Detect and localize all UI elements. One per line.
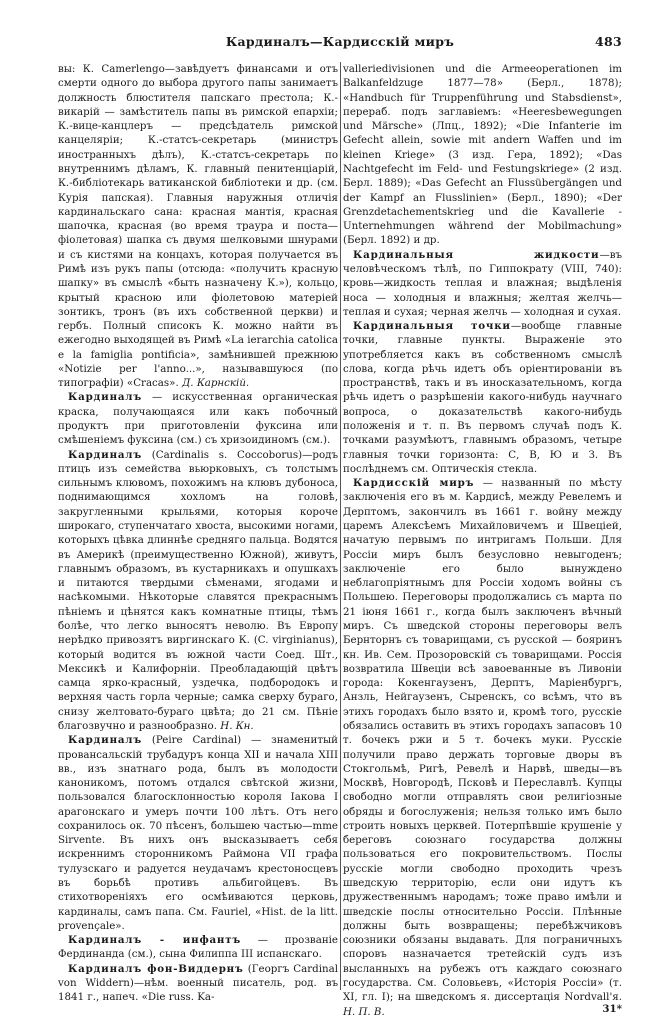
right-column — [343, 62, 622, 1019]
header-title: Кардиналъ—Кардисскій миръ — [225, 34, 455, 49]
article-cardinal-troubadour — [58, 733, 338, 933]
headword: Кардиналъ фон-Виддернъ — [68, 962, 244, 975]
headword: Кардиналъ - инфантъ — [68, 934, 242, 947]
headword: Кардисскій миръ — [353, 477, 475, 490]
article-cardinal-infante — [58, 933, 338, 962]
author-signature: Н. П. В. — [343, 1005, 385, 1018]
article-cardinal-von-widdern — [58, 962, 338, 1005]
article-text: (Cardinalis s. Coccoborus)—родъ птицъ изъ семейства вьюрковыхъ, съ толстымъ сильнымъ клювомъ, похожимъ на клювъ дубоноса, поднимающимся хохломъ на головѣ, закругленными крыльями, которыя короче широкаго, ступенчатаго хвоста, высокими ногами, которыхъ цѣвка длиннѣе средняго пальца. Водятся въ Америкѣ (преимущественно Южной), живутъ, главнымъ образомъ, въ кустарникахъ и опушкахъ и питаются твердыми сѣменами, ягодами и насѣкомыми. Нѣкоторые славятся прекраснымъ пѣніемъ и цѣнятся какъ комнатные птицы, тѣмъ болѣе, что легко выносятъ неволю. Въ Европу нерѣдко привозятъ виргинскаго К. (C. virginianus), который водится въ южной части Соед. Шт., Мексикѣ и Калифорніи. Преобладающій цвѣтъ самца ярко-красный, уздечка, подбородокъ и верхняя часть горла черные; самка сверху бураго, снизу желтовато-бураго цвѣта; до 21 см. Пѣніе благозвучно и разнообразно. — [58, 448, 338, 732]
article-cardinal-dye — [58, 390, 338, 447]
article-text: (Peire Cardinal) — знаменитый провансальскій трубадуръ конца XII и начала XIII вв., изъ знатнаго рода, былъ въ молодости каноникомъ, потомъ отдался свѣтской жизни, пользовался благосклонностью короля Іакова I арагонскаго и умеръ почти 100 лѣтъ. Отъ него сохранилось ок. 70 пѣсенъ, большею частью—mme Sirvente. Въ нихъ онъ высказываетъ себя искреннимъ сторонникомъ Раймона VII графа тулузскаго и радуется неудачамъ крестоносцевъ въ борьбѣ противъ альбигойцевъ. Въ стихотвореніяхъ его осмѣиваются церковь, кардиналы, самъ папа. См. Fauriel, «Hist. de la litt. provençale». — [58, 734, 338, 932]
article-cardinal-fluids — [343, 248, 622, 319]
article-text: valleriedivisionen und die Armeeoperationen im Balkanfeldzuge 1877—78» (Берл., 1878); «Handbuch für Truppenführung und Stabsdienst», перераб. подъ заглавіемъ: «Heeresbewegungen und Märsche» (Лпц., 1892); «Die Infanterie im Gefecht allein, sowie mit andern Waffen und im kleinen Kriege» (3 изд. Гера, 1892); «Das Nachtgefecht im Feld- und Festungskriege» (2 изд. Берл. 1889); «Das Gefecht an Flussübergängen und der Kampf an Flusslinien» (Берл., 1890); «Der Grenzdetachementskrieg und die Kavallerie - Unternehmungen während der Mobilmachung» (Берл. 1892) и др. — [343, 63, 622, 247]
running-header — [58, 34, 622, 52]
article-text: — искусственная органическая краска, получающаяся или какъ побочный продуктъ при приготовленіи фуксина или смѣшеніемъ фуксина (см.) съ хризоидиномъ (см.). — [58, 391, 338, 447]
headword: Кардиналъ — [68, 391, 143, 404]
article-text: —въ человѣческомъ тѣлѣ, по Гиппократу (VIII, 740): кровь—жидкость теплая и влажная; выдѣленія носа — холодныя и влажныя; желтая желчь—теплая и сухая; черная желчь — холодная и сухая. — [343, 248, 622, 318]
column-divider — [340, 62, 341, 990]
article-text: — прозваніе Фердинанда (см.), сына Филиппа III испанскаго. — [58, 934, 338, 961]
author-signature: Н. Кн. — [220, 719, 254, 732]
article-cardinal-bird — [58, 448, 338, 734]
author-signature: Д. Карнскій. — [181, 377, 250, 390]
article-text: вы: К. Camerlengo—завѣдуетъ финансами и отъ смерти одного до выбора другого папы занимаетъ должность блюстителя папскаго престола; К.-викарій — замѣститель папы въ римской епархіи; К.-вице-канцлеръ — предсѣдатель римской канцеляріи; К.-статсъ-секретарь (министръ иностранныхъ дѣлъ), К.-статсъ-секретарь по внутреннимъ дѣламъ, К. главный пенитенціарій, К.-библіотекарь ватиканской библіотеки и др. (см. Курія папская). Главныя наружныя отличія кардинальскаго сана: красная мантія, красная шапочка, красная (во время траура и поста—фіолетовая) шапка съ двумя шелковыми шнурами и съ кистями на концахъ, которая получается въ Римѣ изъ рукъ папы (отсюда: «получить красную шапку» въ смыслѣ «быть назначену К.»), кольцо, крытый красною или фіолетовою матеріей зонтикъ, тронъ (въ ихъ собственной церкви) и гербъ. Полный списокъ К. можно найти въ ежегодно выходящей въ Римѣ «La ierarchia catolica e la famiglia pontificia», замѣнившей прежнюю «Notizie per l'anno...», называвшуюся (по типографіи) «Cracas». — [58, 63, 338, 390]
article-cardinal-continued — [58, 62, 338, 390]
article-text: —вообще главные точки, главные пункты. Выраженіе это употребляется какъ въ собственномъ смыслѣ слова, когда рѣчь идетъ объ оріентированіи въ пространствѣ, такъ и въ иносказательномъ, когда рѣчь идетъ о разрѣшеніи какого-нибудь научнаго вопроса, о доказательствѣ какого-нибудь положенія и т. п. Въ первомъ случаѣ подъ К. точками разумѣютъ, главнымъ образомъ, четыре главныя точки горизонта: С, В, Ю и З. Въ послѣднемъ см. Оптическія стекла. — [343, 320, 622, 475]
page-number: 483 — [595, 34, 622, 49]
article-cardinal-points — [343, 319, 622, 476]
article-treaty-of-kardis — [343, 476, 622, 1019]
headword: Кардиналъ — [68, 448, 143, 461]
article-text: — названный по мѣсту заключенія его въ м. Кардисѣ, между Ревелемъ и Дерптомъ, закончилъ въ 1661 г. войну между царемъ Алексѣемъ Михайловичемъ и Швеціей, начатую первымъ по интригамъ Польши. Для Россіи миръ былъ безусловно невыгоденъ; заключеніе его было вынуждено неблагопріятнымъ для Россіи ходомъ войны съ Польшею. Переговоры продолжались съ марта по 21 іюня 1661 г., когда былъ заключенъ вѣчный миръ. Съ шведской стороны переговоры велъ Бернторнъ съ товарищами, съ русской — бояринъ кн. Ив. Сем. Прозоровскій съ товарищами. Россія возвратила Швеціи всѣ завоеванные въ Ливоніи города: Кокенгаузенъ, Дерптъ, Маріенбургъ, Анзль, Нейгаузенъ, Сыренскъ, со всѣмъ, что въ этихъ городахъ было взято и, кромѣ того, русскіе обязались оставить въ этихъ городахъ запасовъ 10 т. бочекъ ржи и 5 т. бочекъ муки. Русскіе получили право держать торговые дворы въ Стокгольмѣ, Ригѣ, Ревелѣ и Нарвѣ, шведы—въ Москвѣ, Новгородѣ, Псковѣ и Переславлѣ. Купцы свободно могли отправлять свои религіозные обряды и богослуженія; нельзя только имъ было строить новыхъ церквей. Потерпѣвшіе крушеніе у береговъ союзнаго государства должны пользоваться его покровительствомъ. Послы русскіе могли свободно проходить чрезъ шведскую территорію, если они идутъ къ дружественнымъ народамъ; тоже право имѣли и шведскіе послы относительно Россіи. Плѣнные должны быть возвращены; перебѣжчиковъ союзники обязаны выдавать. Для пограничныхъ споровъ назначается третейскій судъ изъ высланныхъ на рубежъ отъ каждаго союзнаго государства. См. Соловьевъ, «Исторія Россіи» (т. XI, гл. I); на шведскомъ я. диссертація Nordvall'я. — [343, 477, 622, 1004]
article-text: (Георгъ Cardinal von Widdern)—нѣм. военный писатель, род. въ 1841 г., напеч. «Die russ. Ka- — [58, 962, 338, 1004]
article-von-widdern-continued — [343, 62, 622, 248]
left-column — [58, 62, 338, 1005]
headword: Кардинальныя жидкости — [353, 248, 600, 261]
headword: Кардинальныя точки — [353, 320, 511, 333]
headword: Кардиналъ — [68, 734, 143, 747]
printer-signature-mark: 31* — [602, 1003, 622, 1015]
